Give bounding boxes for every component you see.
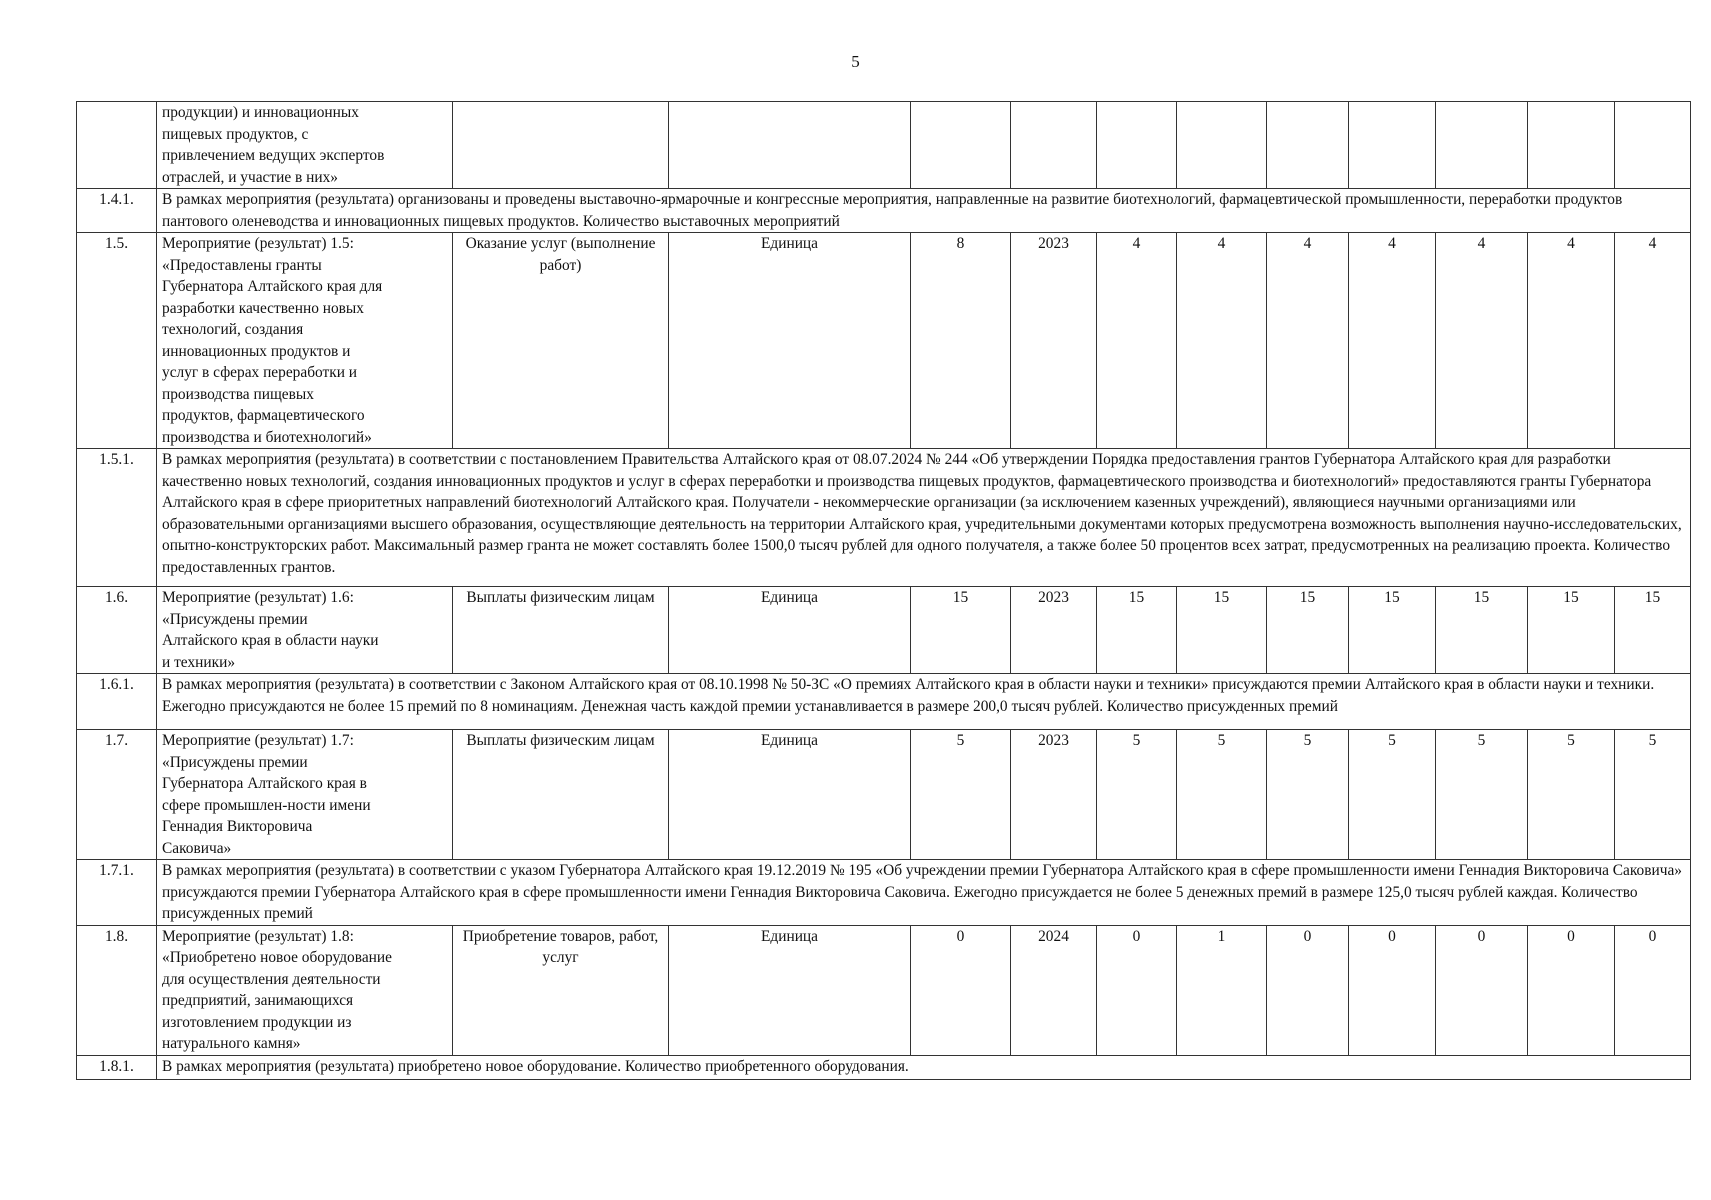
year-value-cell: 0 xyxy=(1436,925,1528,1055)
measure-name-line: «Присуждены премии xyxy=(162,753,308,771)
measure-name-line: «Присуждены премии xyxy=(162,610,308,628)
measure-name-line: Мероприятие (результат) 1.6: xyxy=(162,589,354,606)
base-value-cell: 15 xyxy=(911,587,1011,674)
measures-table xyxy=(76,101,1691,1080)
year-value-cell: 15 xyxy=(1436,587,1528,674)
empty-cell xyxy=(1011,102,1097,189)
measure-name-line: сфере промышлен-ности имени xyxy=(162,796,371,814)
row-number: 1.7. xyxy=(77,730,157,860)
base-value-cell: 8 xyxy=(911,233,1011,449)
year-value-cell: 1 xyxy=(1177,925,1267,1055)
year-value-cell: 15 xyxy=(1097,587,1177,674)
unit-cell: Единица xyxy=(669,730,911,860)
year-value-cell: 0 xyxy=(1528,925,1615,1055)
note-text: В рамках мероприятия (результата) в соответствии с указом Губернатора Алтайского края 19.12.2019 № 195 «Об учреждении премии Губернатора Алтайского края в сфере промышленности имени Геннадия Викторовича Саковича» присуждаются премии Губернатора Алтайского края в сфере промышленности имени Геннадия Викторовича Саковича. Ежегодно присуждается не более 5 денежных премий в размере 125,0 тысяч рублей каждая. Количество присужденных премий xyxy=(157,860,1691,926)
year-value-cell: 15 xyxy=(1177,587,1267,674)
row-number xyxy=(77,102,157,189)
year-value-cell: 0 xyxy=(1097,925,1177,1055)
note-text: В рамках мероприятия (результата) приобретено новое оборудование. Количество приобретенного оборудования. xyxy=(157,1055,1691,1079)
year-value-cell: 5 xyxy=(1267,730,1349,860)
base-year-cell: 2023 xyxy=(1011,730,1097,860)
unit-cell: Единица xyxy=(669,587,911,674)
year-value-cell: 0 xyxy=(1615,925,1691,1055)
row-number: 1.6.1. xyxy=(77,674,157,730)
measure-name-line: разработки качественно новых xyxy=(162,299,364,317)
measure-name-line: продукции) и инновационных xyxy=(162,104,359,121)
measure-name-cell xyxy=(157,925,453,1055)
row-number: 1.5. xyxy=(77,233,157,449)
empty-cell xyxy=(1177,102,1267,189)
base-value-cell: 0 xyxy=(911,925,1011,1055)
measure-name-cell xyxy=(157,233,453,449)
row-number: 1.8. xyxy=(77,925,157,1055)
year-value-cell: 4 xyxy=(1177,233,1267,449)
year-value-cell: 15 xyxy=(1528,587,1615,674)
empty-cell xyxy=(1528,102,1615,189)
year-value-cell: 4 xyxy=(1615,233,1691,449)
page-number: 5 xyxy=(851,52,860,71)
year-value-cell: 5 xyxy=(1615,730,1691,860)
kind-cell: Оказание услуг (выполнение работ) xyxy=(453,233,669,449)
empty-cell xyxy=(911,102,1011,189)
year-value-cell: 4 xyxy=(1436,233,1528,449)
year-value-cell: 4 xyxy=(1528,233,1615,449)
measure-name-line: изготовлением продукции из xyxy=(162,1013,352,1031)
empty-cell xyxy=(1267,102,1349,189)
table-body xyxy=(77,102,1691,1080)
year-value-cell: 5 xyxy=(1177,730,1267,860)
empty-cell xyxy=(1615,102,1691,189)
year-value-cell: 4 xyxy=(1097,233,1177,449)
base-year-cell: 2024 xyxy=(1011,925,1097,1055)
year-value-cell: 5 xyxy=(1097,730,1177,860)
measure-name-line: предприятий, занимающихся xyxy=(162,992,354,1009)
measure-name-line: «Предоставлены гранты xyxy=(162,256,322,274)
year-value-cell: 15 xyxy=(1267,587,1349,674)
empty-cell xyxy=(1436,102,1528,189)
measure-name-line: Геннадия Викторовича xyxy=(162,818,313,835)
row-number: 1.8.1. xyxy=(77,1055,157,1079)
measure-name-line: технологий, создания xyxy=(162,321,304,338)
table-row-note xyxy=(77,1055,1691,1079)
measure-name-line: Мероприятие (результат) 1.8: xyxy=(162,927,354,945)
row-number: 1.5.1. xyxy=(77,449,157,587)
empty-cell xyxy=(453,102,669,189)
measure-name-line: производства пищевых xyxy=(162,385,314,403)
table-row-continuation xyxy=(77,102,1691,189)
measure-name-line: Саковича» xyxy=(162,839,232,857)
base-year-cell: 2023 xyxy=(1011,233,1097,449)
measure-name-cell xyxy=(157,730,453,860)
measure-name-line: Мероприятие (результат) 1.5: xyxy=(162,235,354,252)
kind-cell: Выплаты физическим лицам xyxy=(453,730,669,860)
measure-name-line: инновационных продуктов и xyxy=(162,342,351,360)
table-row-note xyxy=(77,449,1691,587)
note-text: В рамках мероприятия (результата) в соответствии с постановлением Правительства Алтайского края от 08.07.2024 № 244 «Об утверждении Порядка предоставления грантов Губернатора Алтайского края для разработки качественно новых технологий, создания инновационных продуктов и услуг в сферах переработки и производства пищевых продуктов, фармацевтического производства и биотехнологий» предоставляются гранты Губернатора Алтайского края в сфере приоритетных направлений биотехнологий Алтайского края. Получатели - некоммерческие организации (за исключением казенных учреждений), являющиеся научными организациями или образовательными организациями высшего образования, осуществляющие деятельность на территории Алтайского края, учредительными документами которых предусмотрена возможность выполнения научно-исследовательских, опытно-конструкторских работ. Максимальный размер гранта не может составлять более 1500,0 тысяч рублей для одного получателя, а также более 50 процентов всех затрат, предусмотренных на реализацию проекта. Количество предоставленных грантов. xyxy=(157,449,1691,587)
table-row-measure xyxy=(77,587,1691,674)
table-row-measure xyxy=(77,925,1691,1055)
unit-cell: Единица xyxy=(669,925,911,1055)
unit-cell: Единица xyxy=(669,233,911,449)
row-number: 1.4.1. xyxy=(77,189,157,233)
year-value-cell: 4 xyxy=(1349,233,1436,449)
measure-name-cell xyxy=(157,587,453,674)
note-text: В рамках мероприятия (результата) организованы и проведены выставочно-ярмарочные и конгрессные мероприятия, направленные на развитие биотехнологий, фармацевтической промышленности, переработки продуктов пантового оленеводства и инновационных пищевых продуктов. Количество выставочных мероприятий xyxy=(157,189,1691,233)
year-value-cell: 5 xyxy=(1349,730,1436,860)
table-row-note xyxy=(77,860,1691,926)
year-value-cell: 5 xyxy=(1528,730,1615,860)
measure-name-line: и техники» xyxy=(162,653,236,671)
measure-name-cell xyxy=(157,102,453,189)
year-value-cell: 0 xyxy=(1349,925,1436,1055)
table-row-measure xyxy=(77,730,1691,860)
measure-name-line: для осуществления деятельности xyxy=(162,970,381,988)
year-value-cell: 0 xyxy=(1267,925,1349,1055)
measure-name-line: Губернатора Алтайского края в xyxy=(162,775,367,792)
measure-name-line: «Приобретено новое оборудование xyxy=(162,949,392,966)
table-row-note xyxy=(77,674,1691,730)
empty-cell xyxy=(669,102,911,189)
measure-name-line: Мероприятие (результат) 1.7: xyxy=(162,732,354,749)
measure-name-line: отраслей, и участие в них» xyxy=(162,168,339,186)
measure-name-line: Губернатора Алтайского края для xyxy=(162,278,383,295)
measure-name-line: производства и биотехнологий» xyxy=(162,428,372,446)
year-value-cell: 5 xyxy=(1436,730,1528,860)
year-value-cell: 4 xyxy=(1267,233,1349,449)
table-row-note xyxy=(77,189,1691,233)
year-value-cell: 15 xyxy=(1615,587,1691,674)
empty-cell xyxy=(1097,102,1177,189)
table-row-measure xyxy=(77,233,1691,449)
measure-name-line: продуктов, фармацевтического xyxy=(162,407,365,424)
year-value-cell: 15 xyxy=(1349,587,1436,674)
empty-cell xyxy=(1349,102,1436,189)
base-value-cell: 5 xyxy=(911,730,1011,860)
row-number: 1.7.1. xyxy=(77,860,157,926)
measure-name-line: пищевых продуктов, с xyxy=(162,125,309,143)
measure-name-line: услуг в сферах переработки и xyxy=(162,364,358,381)
kind-cell: Приобретение товаров, работ, услуг xyxy=(453,925,669,1055)
measure-name-line: Алтайского края в области науки xyxy=(162,632,379,649)
kind-cell: Выплаты физическим лицам xyxy=(453,587,669,674)
measure-name-line: привлечением ведущих экспертов xyxy=(162,147,385,164)
note-text: В рамках мероприятия (результата) в соответствии с Законом Алтайского края от 08.10.1998 № 50-ЗС «О премиях Алтайского края в области науки и техники» присуждаются премии Алтайского края в области науки и техники. Ежегодно присуждаются не более 15 премий по 8 номинациям. Денежная часть каждой премии устанавливается в размере 200,0 тысяч рублей. Количество присужденных премий xyxy=(157,674,1691,730)
row-number: 1.6. xyxy=(77,587,157,674)
base-year-cell: 2023 xyxy=(1011,587,1097,674)
measure-name-line: натурального камня» xyxy=(162,1035,301,1052)
